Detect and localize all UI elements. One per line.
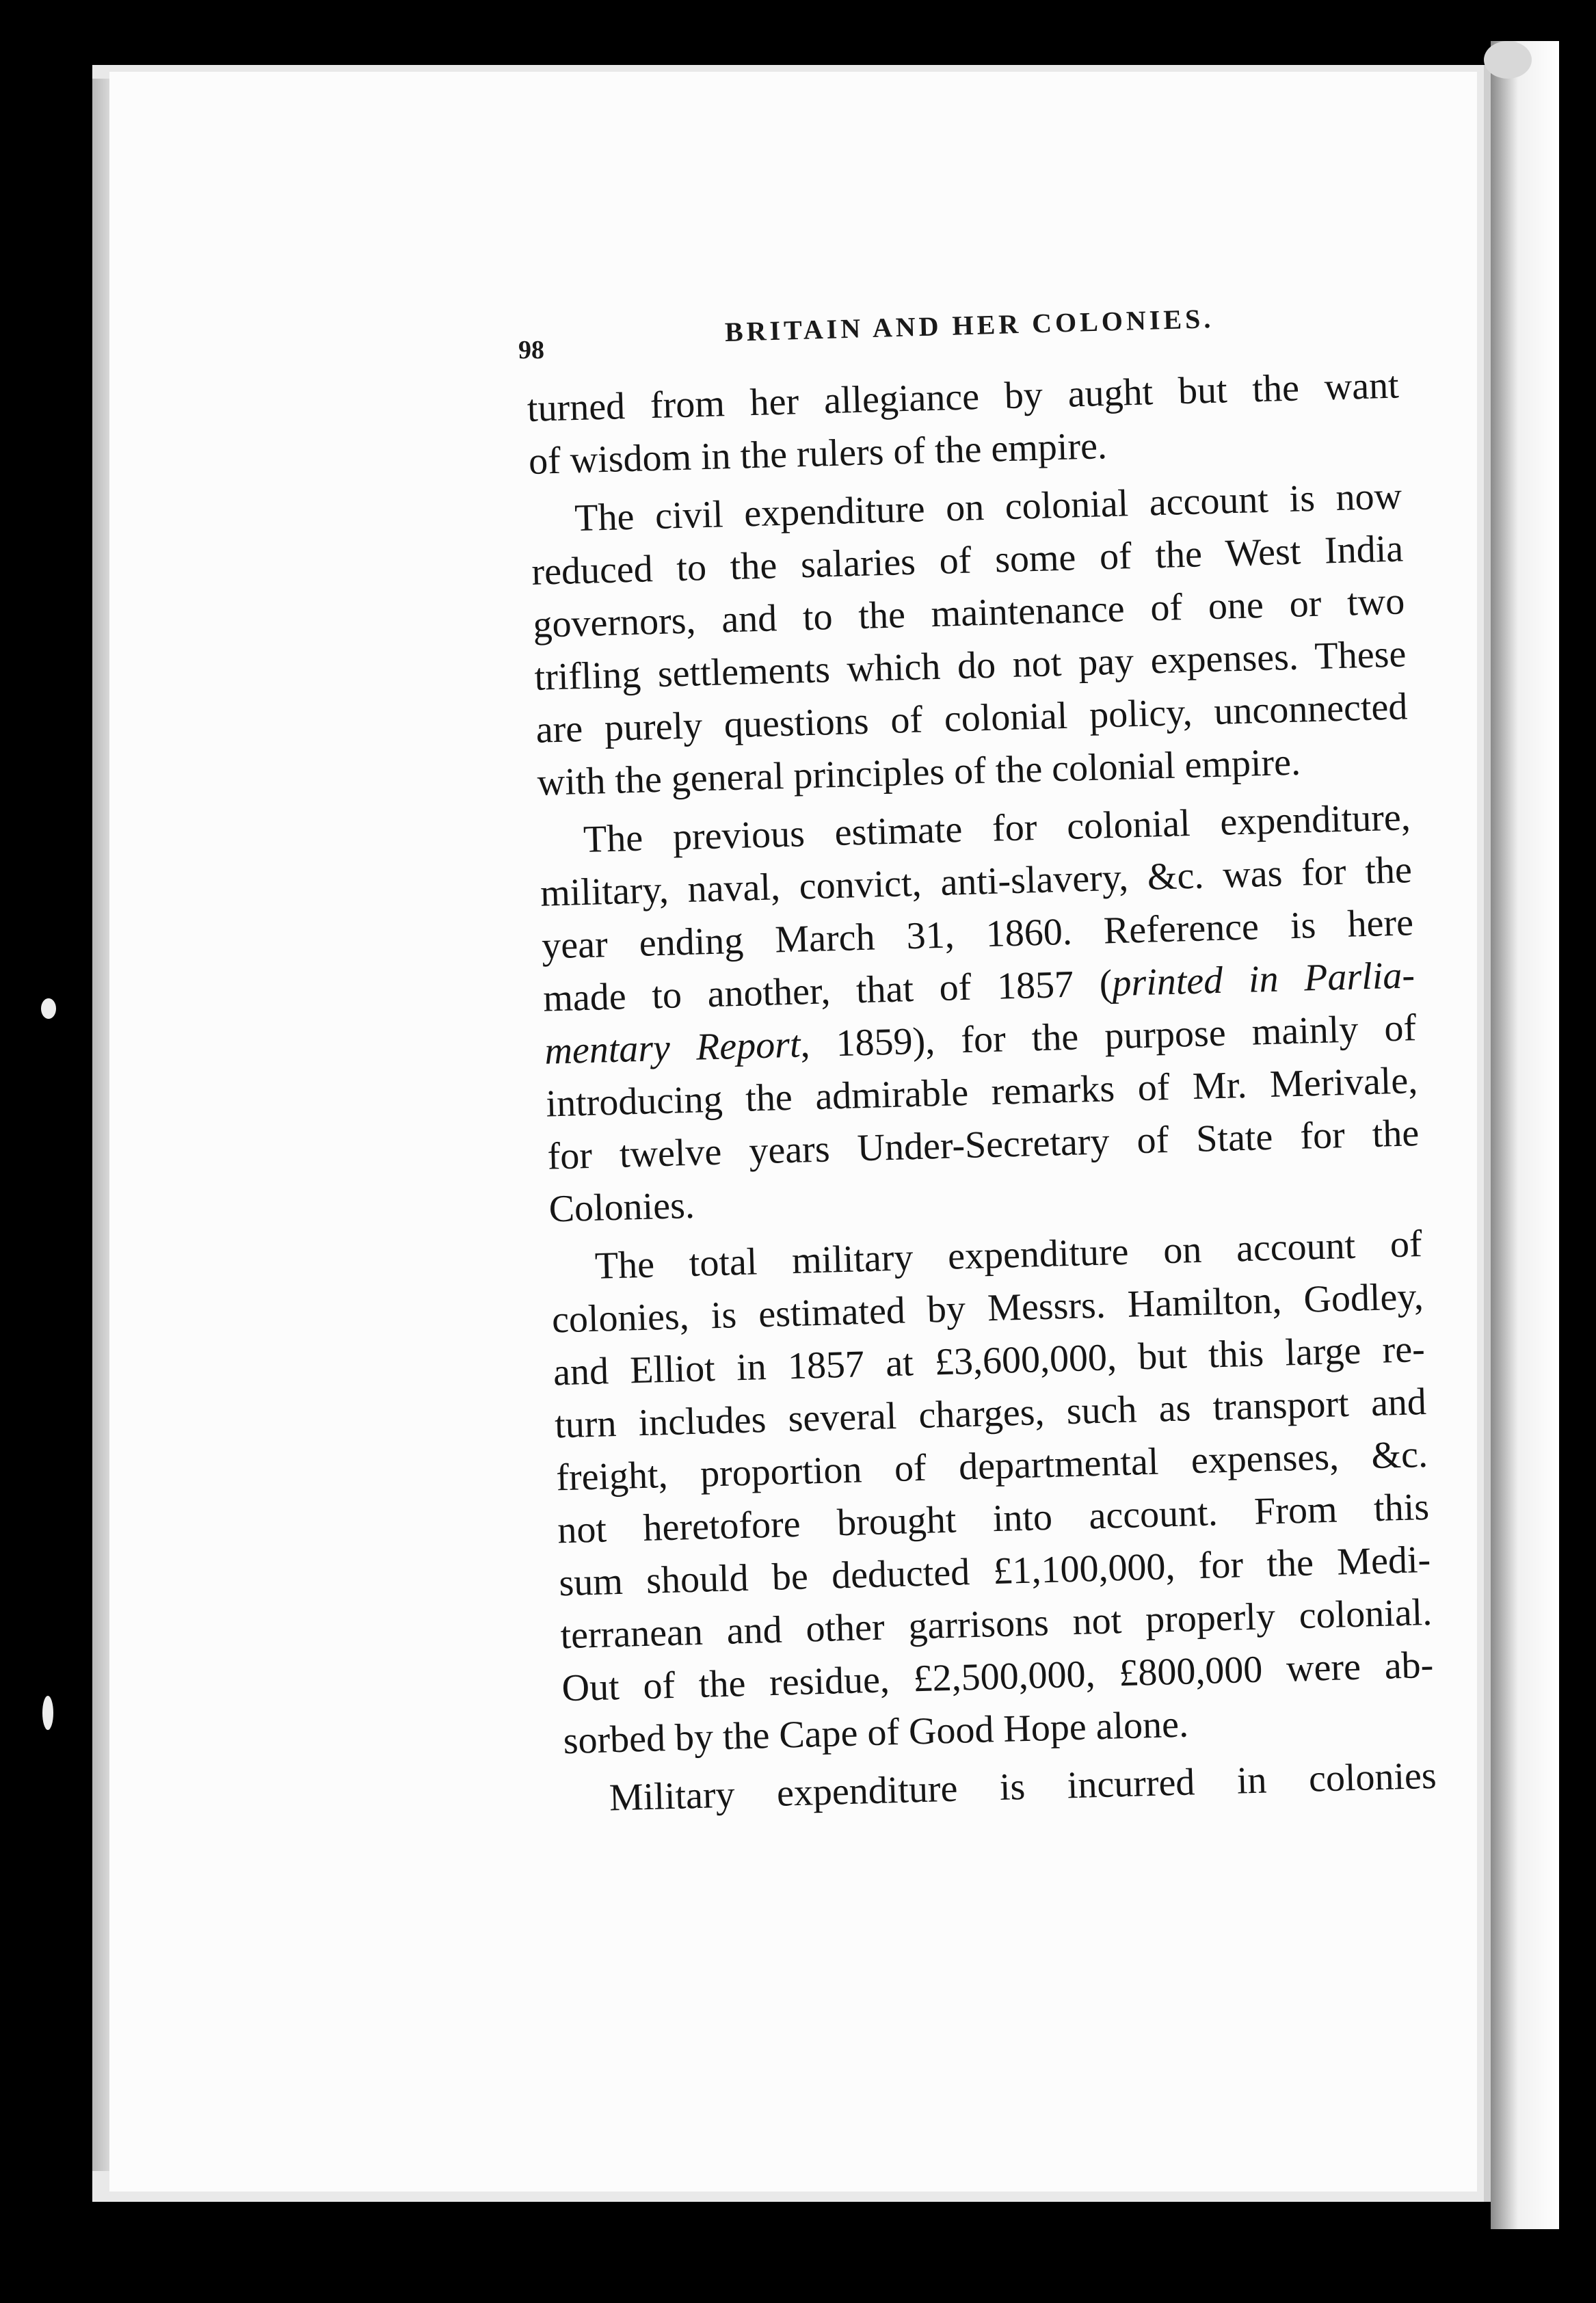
text-line: The previous estimate for colonial expenditure,: [583, 796, 1411, 861]
text-line: turned from her allegiance by aught but the want: [527, 364, 1400, 430]
text-line: for twelve years Under-Secretary of State for the: [546, 1112, 1420, 1178]
page-number: 98: [518, 336, 544, 364]
scan-speck: [42, 1696, 53, 1730]
text-line: The total military expenditure on account of: [594, 1223, 1423, 1288]
scan-speck: [1484, 41, 1532, 79]
text-run: made to another, that of 1857 (: [542, 962, 1113, 1020]
scan-speck: [41, 998, 56, 1019]
text-line: with the general principles of the colonial empire.: [536, 741, 1301, 804]
text-line: turn includes several charges, such as transport and: [554, 1380, 1427, 1447]
text-line: sorbed by the Cape of Good Hope alone.: [562, 1703, 1189, 1763]
page-edge: [92, 79, 111, 2171]
text-line: colonies, is estimated by Messrs. Hamilton, Godley,: [551, 1275, 1424, 1342]
text-run: , 1859), for the purpose mainly of: [799, 1007, 1417, 1066]
text-line: and Elliot in 1857 at £3,600,000, but this large re-: [553, 1327, 1426, 1394]
text-line: introducing the admirable remarks of Mr. Merivale,: [545, 1059, 1418, 1126]
italic-text-run: printed in Parlia-: [1111, 954, 1415, 1005]
text-line: year ending March 31, 1860. Reference is here: [541, 901, 1414, 968]
text-line: not heretofore brought into account. From this: [557, 1485, 1430, 1552]
text-line: trifling settlements which do not pay expenses. These: [533, 633, 1407, 699]
text-line: Colonies.: [548, 1184, 695, 1231]
text-line: governors, and to the maintenance of one or two: [532, 580, 1405, 646]
text-line: reduced to the salaries of some of the West India: [531, 527, 1404, 594]
italic-text-run: mentary Report: [544, 1023, 801, 1073]
text-line: sum should be deducted £1,100,000, for the Medi-: [558, 1538, 1431, 1605]
running-title: BRITAIN AND HER COLONIES.: [724, 303, 1214, 347]
text-line: Military expenditure is incurred in colonies: [609, 1754, 1437, 1820]
facing-page-edge: [1491, 41, 1559, 2229]
body-text: [527, 360, 1437, 1826]
text-line: terranean and other garrisons not properly colonial.: [559, 1590, 1433, 1658]
text-line: of wisdom in the rulers of the empire.: [528, 425, 1108, 483]
text-line: Out of the residue, £2,500,000, £800,000 were ab-: [561, 1643, 1435, 1710]
text-line: are purely questions of colonial policy, unconnected: [535, 685, 1409, 751]
text-line: The civil expenditure on colonial account is now: [574, 475, 1402, 540]
text-line: freight, proportion of departmental expenses, &c.: [555, 1433, 1428, 1500]
text-line: military, naval, convict, anti-slavery, &c. was for the: [540, 849, 1413, 915]
